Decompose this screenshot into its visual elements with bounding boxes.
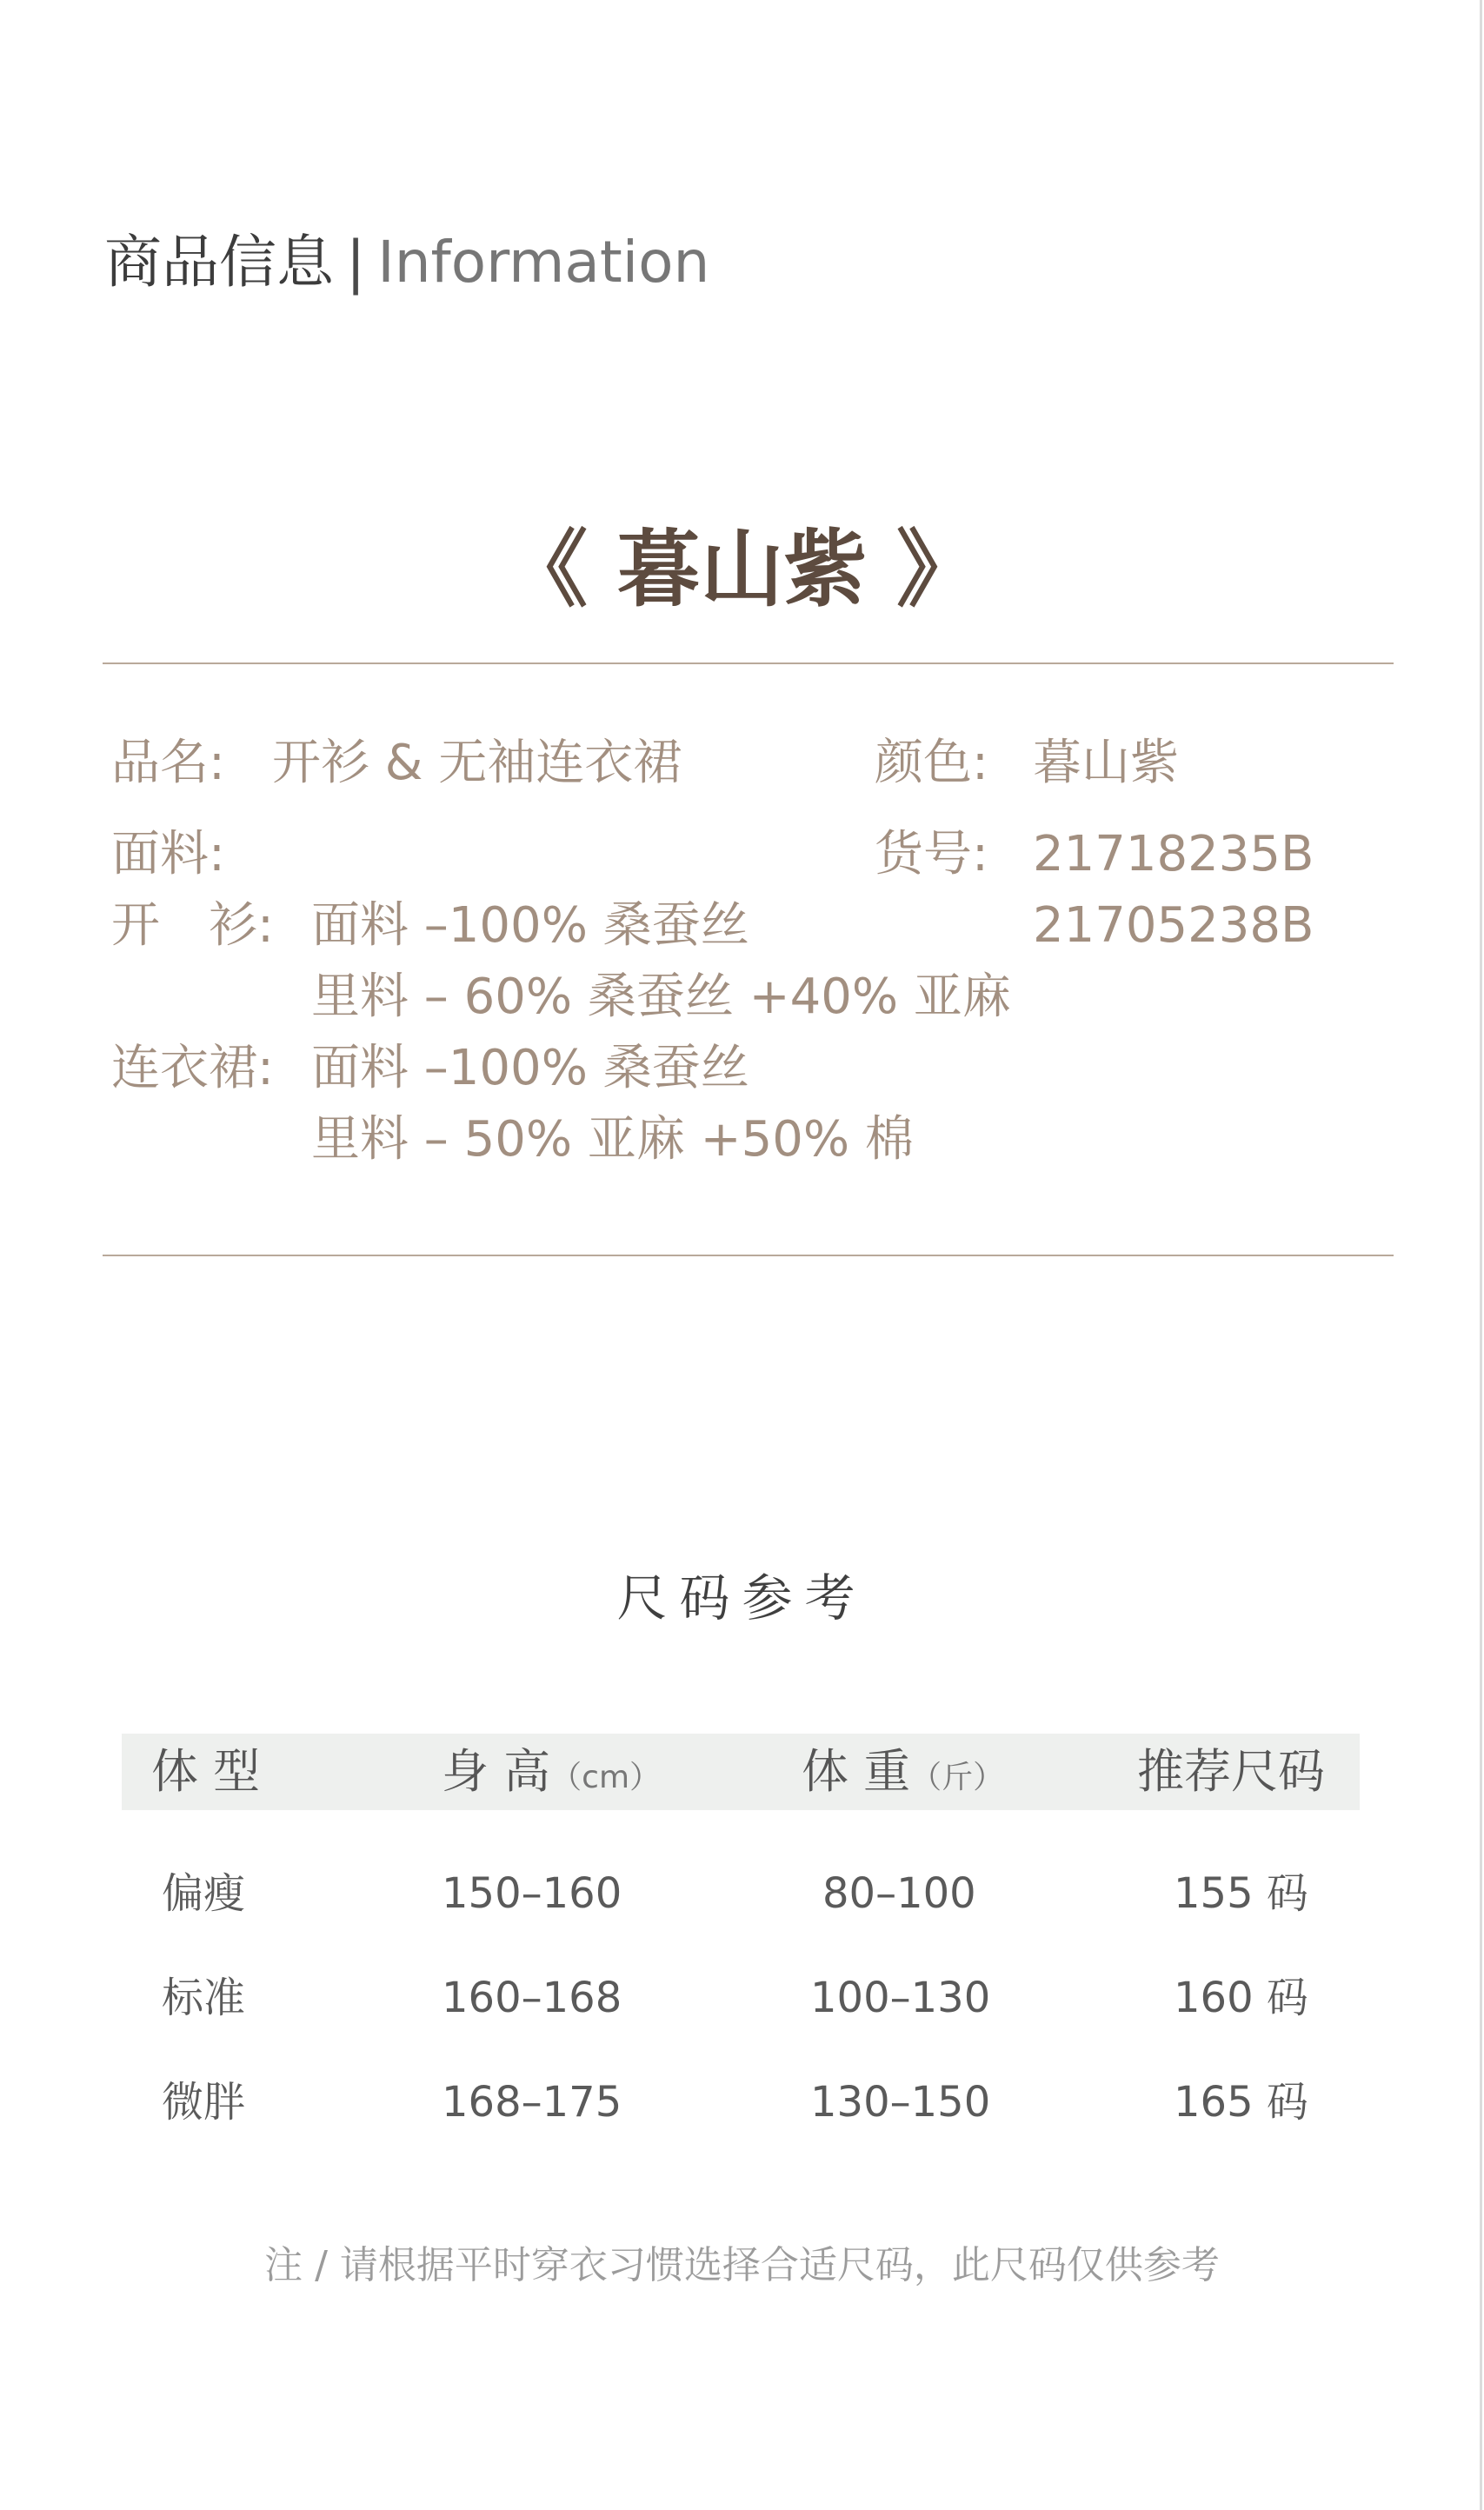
header-height [442,1734,661,1810]
sku-value-2: 21705238B [1033,897,1314,954]
size-note: 注 / 请根据平时穿衣习惯选择合适尺码，此尺码仅供参考 [264,2243,1220,2287]
row-1-size: 155 码 [1174,1869,1308,1918]
row-3-height: 168–175 [442,2078,622,2127]
header-weight [802,1734,1004,1810]
section-title-zh: 商品信息 [104,229,334,296]
sku-row [875,824,1314,885]
header-body-type: 体 型 [151,1744,261,1799]
color-row [875,733,1179,794]
dress-lining: 里料 – 50% 亚麻 +50% 棉 [311,1111,914,1168]
fabric-row [111,824,225,885]
header-height-label: 身 高 [442,1744,551,1799]
product-name-label: 品名: [111,735,225,791]
section-header [104,228,709,297]
color-value: 暮山紫 [1033,735,1179,791]
row-1-height: 150–160 [442,1869,622,1918]
header-size: 推荐尺码 [1137,1744,1325,1799]
page-edge-line [1480,0,1482,2510]
row-1-body-type: 偏瘦 [162,1869,246,1918]
color-label: 颜色: [875,735,988,791]
cardigan-label: 开 衫: [111,897,274,954]
product-title: 《 暮山紫 》 [504,520,980,618]
sku-label: 货号: [875,826,988,882]
row-2-height: 160–168 [442,1974,622,2022]
row-2-weight: 100–130 [810,1974,991,2022]
divider-bottom [103,1255,1394,1256]
cardigan-row [111,895,749,956]
cardigan-fabric: 面料 –100% 桑蚕丝 [311,897,749,954]
sku-value-1: 21718235B [1033,826,1314,882]
dress-label: 连衣裙: [111,1040,274,1096]
row-2-body-type: 标准 [162,1974,246,2022]
row-2-size: 160 码 [1174,1974,1308,2022]
section-title-en: Information [377,229,710,296]
row-3-size: 165 码 [1174,2078,1308,2127]
row-3-weight: 130–150 [810,2078,991,2127]
dress-row [111,1038,749,1099]
fabric-label: 面料: [111,826,225,882]
product-name-value: 开衫 & 无袖连衣裙 [272,735,682,791]
header-height-unit: （cm） [550,1760,662,1795]
row-3-body-type: 微胖 [162,2078,246,2127]
size-table-header [122,1734,1360,1810]
header-weight-unit: （斤） [910,1760,1005,1795]
product-name-row [111,733,682,794]
title-separator: | [346,229,366,296]
header-weight-label: 体 重 [802,1744,911,1799]
row-1-weight: 80–100 [822,1869,976,1918]
divider-top [103,662,1394,664]
cardigan-lining: 里料 – 60% 桑蚕丝 +40% 亚麻 [311,969,1011,1025]
size-guide-title: 尺码参考 [616,1568,868,1628]
dress-fabric: 面料 –100% 桑蚕丝 [311,1040,749,1096]
